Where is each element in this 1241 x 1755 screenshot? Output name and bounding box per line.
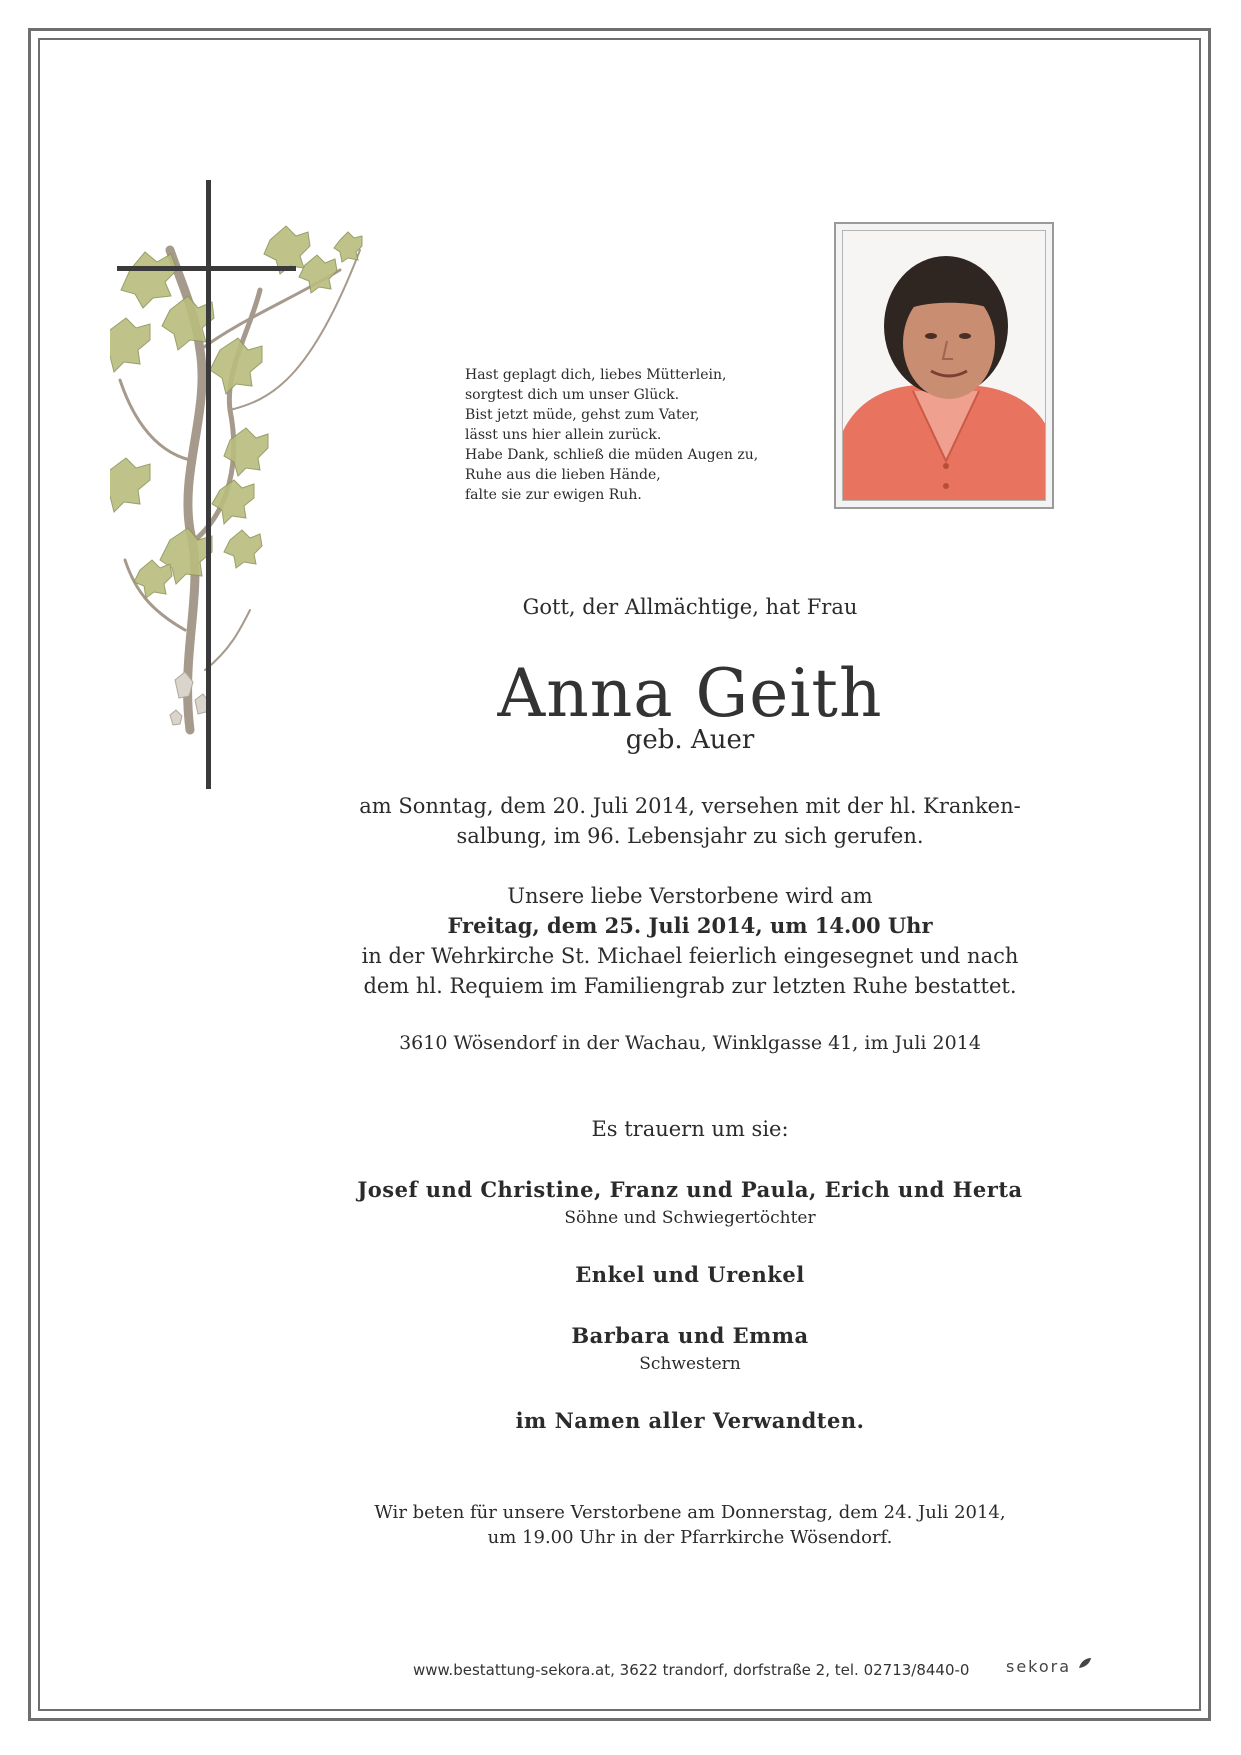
poem-line: lässt uns hier allein zurück. <box>465 427 662 443</box>
address-line: 3610 Wösendorf in der Wachau, Winklgasse 41, im Juli 2014 <box>399 1032 981 1054</box>
prayer-notice <box>300 1500 1080 1550</box>
mourner-names: Barbara und Emma <box>571 1323 809 1348</box>
death-notice-line: salbung, im 96. Lebensjahr zu sich gerufen. <box>456 824 924 848</box>
mourner-names: Josef und Christine, Franz und Paula, Erich und Herta <box>357 1177 1023 1202</box>
funeral-line: dem hl. Requiem im Familiengrab zur letzten Ruhe bestattet. <box>363 974 1017 998</box>
funeral-line: in der Wehrkirche St. Michael feierlich eingesegnet und nach <box>361 944 1019 968</box>
poem <box>465 365 758 505</box>
footer-contact: www.bestattung-sekora.at, 3622 trandorf, dorfstraße 2, tel. 02713/8440-0 <box>413 1661 970 1679</box>
funeral-line: Unsere liebe Verstorbene wird am <box>507 884 873 908</box>
logo-text: sekora <box>1006 1657 1072 1676</box>
mourner-relation: Schwestern <box>639 1354 741 1374</box>
portrait-photo <box>842 230 1046 501</box>
poem-line: falte sie zur ewigen Ruh. <box>465 487 642 503</box>
cross-icon <box>206 180 211 789</box>
sekora-logo <box>1006 1657 1092 1676</box>
closing-line: im Namen aller Verwandten. <box>515 1408 865 1433</box>
poem-line: sorgtest dich um unser Glück. <box>465 387 680 403</box>
poem-line: Bist jetzt müde, gehst zum Vater, <box>465 407 700 423</box>
prayer-line: um 19.00 Uhr in der Pfarrkirche Wösendorf. <box>487 1527 893 1548</box>
mourners-intro: Es trauern um sie: <box>591 1117 789 1141</box>
funeral-date: Freitag, dem 25. Juli 2014, um 14.00 Uhr <box>447 913 933 938</box>
death-notice-line: am Sonntag, dem 20. Juli 2014, versehen mit der hl. Kranken- <box>359 794 1021 818</box>
sekora-logo-leaf-icon <box>1078 1657 1092 1669</box>
cross-crossbar <box>117 266 296 271</box>
mourner-names: Enkel und Urenkel <box>575 1262 805 1287</box>
poem-line: Habe Dank, schließ die müden Augen zu, <box>465 447 759 463</box>
poem-line: Ruhe aus die lieben Hände, <box>465 467 661 483</box>
portrait-frame <box>834 222 1054 509</box>
deceased-name: Anna Geith <box>497 655 883 732</box>
poem-line: Hast geplagt dich, liebes Mütterlein, <box>465 367 727 383</box>
death-notice <box>300 791 1080 851</box>
intro-text: Gott, der Allmächtige, hat Frau <box>522 595 858 619</box>
funeral-notice <box>300 881 1080 1001</box>
mourner-relation: Söhne und Schwiegertöchter <box>564 1208 816 1228</box>
prayer-line: Wir beten für unsere Verstorbene am Donnerstag, dem 24. Juli 2014, <box>374 1502 1006 1523</box>
birth-name: geb. Auer <box>625 725 755 755</box>
